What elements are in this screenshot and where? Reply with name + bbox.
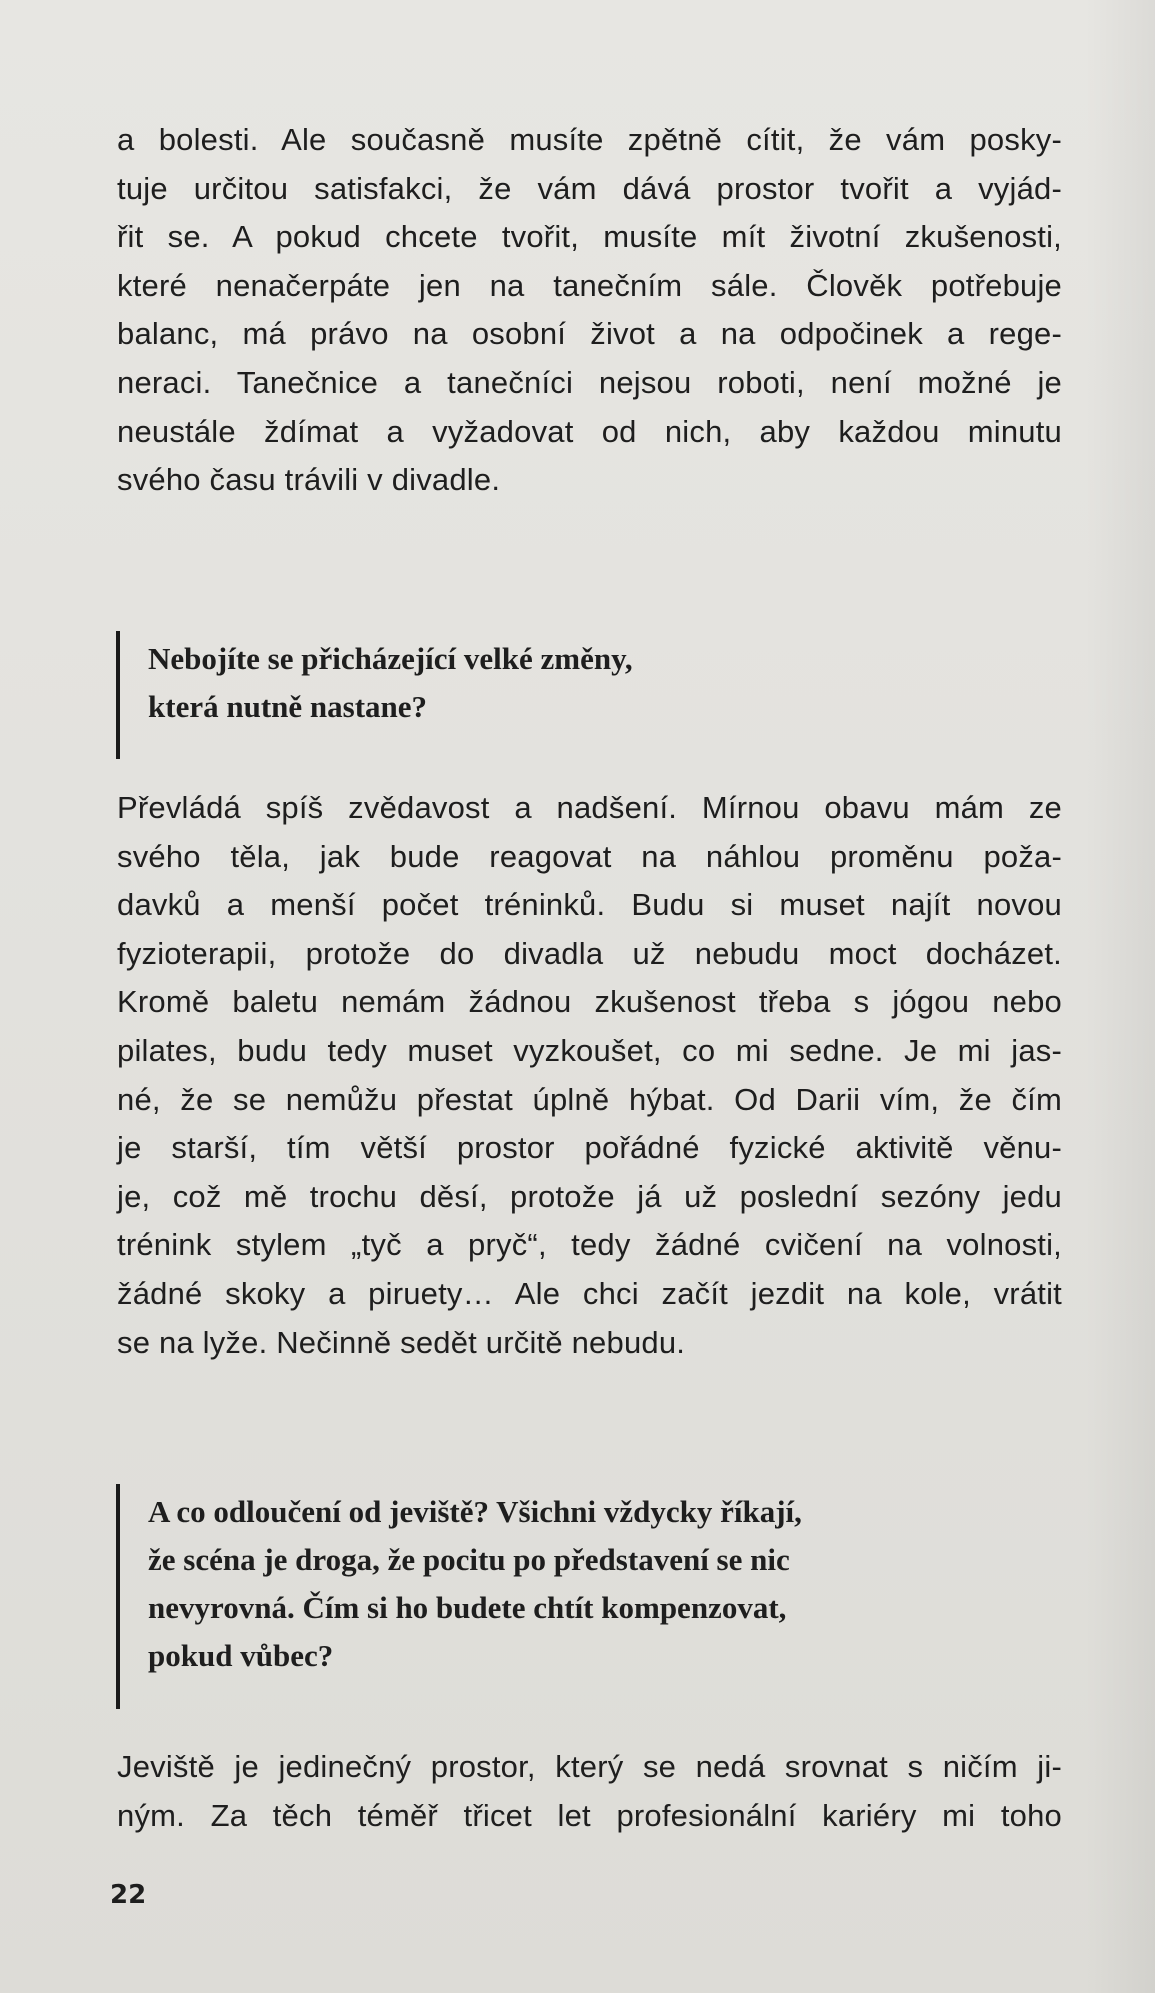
page-edge-shadow bbox=[1085, 0, 1155, 1993]
question-line: která nutně nastane? bbox=[148, 689, 428, 724]
question-line: Nebojíte se přicházející velké změny, bbox=[148, 641, 633, 676]
text-line: žádné skoky a piruety… Ale chci začít jezdit na kole, vrátit bbox=[117, 1275, 1062, 1311]
paragraph-3 bbox=[117, 1743, 1062, 1840]
text-line: Jeviště je jedinečný prostor, který se nedá srovnat s ničím ji- bbox=[117, 1749, 1062, 1784]
text-line: je starší, tím větší prostor pořádné fyzické aktivitě věnu- bbox=[117, 1130, 1062, 1166]
text-line: řit se. A pokud chcete tvořit, musíte mít životní zkušenosti, bbox=[117, 219, 1062, 255]
text-line: fyzioterapii, protože do divadla už nebudu moct docházet. bbox=[117, 935, 1062, 971]
text-line: trénink stylem „tyč a pryč“, tedy žádné cvičení na volnosti, bbox=[117, 1227, 1062, 1263]
text-line: svého těla, jak bude reagovat na náhlou proměnu poža- bbox=[117, 838, 1062, 874]
text-line: Převládá spíš zvědavost a nadšení. Mírnou obavu mám ze bbox=[117, 790, 1062, 825]
text-line: né, že se nemůžu přestat úplně hýbat. Od Darii vím, že čím bbox=[117, 1081, 1062, 1117]
page-number: 22 bbox=[110, 1880, 147, 1910]
question-line: že scéna je droga, že pocitu po představení se nic bbox=[148, 1542, 790, 1577]
question-line: nevyrovná. Čím si ho budete chtít kompenzovat, bbox=[148, 1590, 787, 1625]
interview-question-1 bbox=[116, 631, 633, 759]
question-line: pokud vůbec? bbox=[148, 1638, 334, 1673]
text-line: neraci. Tanečnice a tanečníci nejsou roboti, není možné je bbox=[117, 364, 1062, 400]
paragraph-1 bbox=[117, 116, 1062, 505]
question-text bbox=[148, 1484, 802, 1680]
text-line: davků a menší počet tréninků. Budu si muset najít novou bbox=[117, 887, 1062, 923]
question-line: A co odloučení od jeviště? Všichni vždycky říkají, bbox=[148, 1494, 802, 1529]
text-line: se na lyže. Nečinně sedět určitě nebudu. bbox=[117, 1324, 686, 1360]
text-line: a bolesti. Ale současně musíte zpětně cítit, že vám posky- bbox=[117, 122, 1062, 157]
text-line: pilates, budu tedy muset vyzkoušet, co mi sedne. Je mi jas- bbox=[117, 1032, 1062, 1068]
text-line: neustále ždímat a vyžadovat od nich, aby každou minutu bbox=[117, 413, 1062, 449]
text-line: ným. Za těch téměř třicet let profesionální kariéry mi toho bbox=[117, 1797, 1062, 1833]
question-text bbox=[148, 631, 633, 731]
text-line: je, což mě trochu děsí, protože já už poslední sezóny jedu bbox=[117, 1178, 1062, 1214]
text-line: Kromě baletu nemám žádnou zkušenost třeba s jógou nebo bbox=[117, 984, 1062, 1020]
text-line: svého času trávili v divadle. bbox=[117, 462, 501, 498]
interview-question-2 bbox=[116, 1484, 802, 1709]
text-line: které nenačerpáte jen na tanečním sále. Člověk potřebuje bbox=[117, 267, 1062, 303]
text-line: tuje určitou satisfakci, že vám dává prostor tvořit a vyjád- bbox=[117, 170, 1062, 206]
paragraph-2 bbox=[117, 784, 1062, 1367]
text-line: balanc, má právo na osobní život a na odpočinek a rege- bbox=[117, 316, 1062, 352]
